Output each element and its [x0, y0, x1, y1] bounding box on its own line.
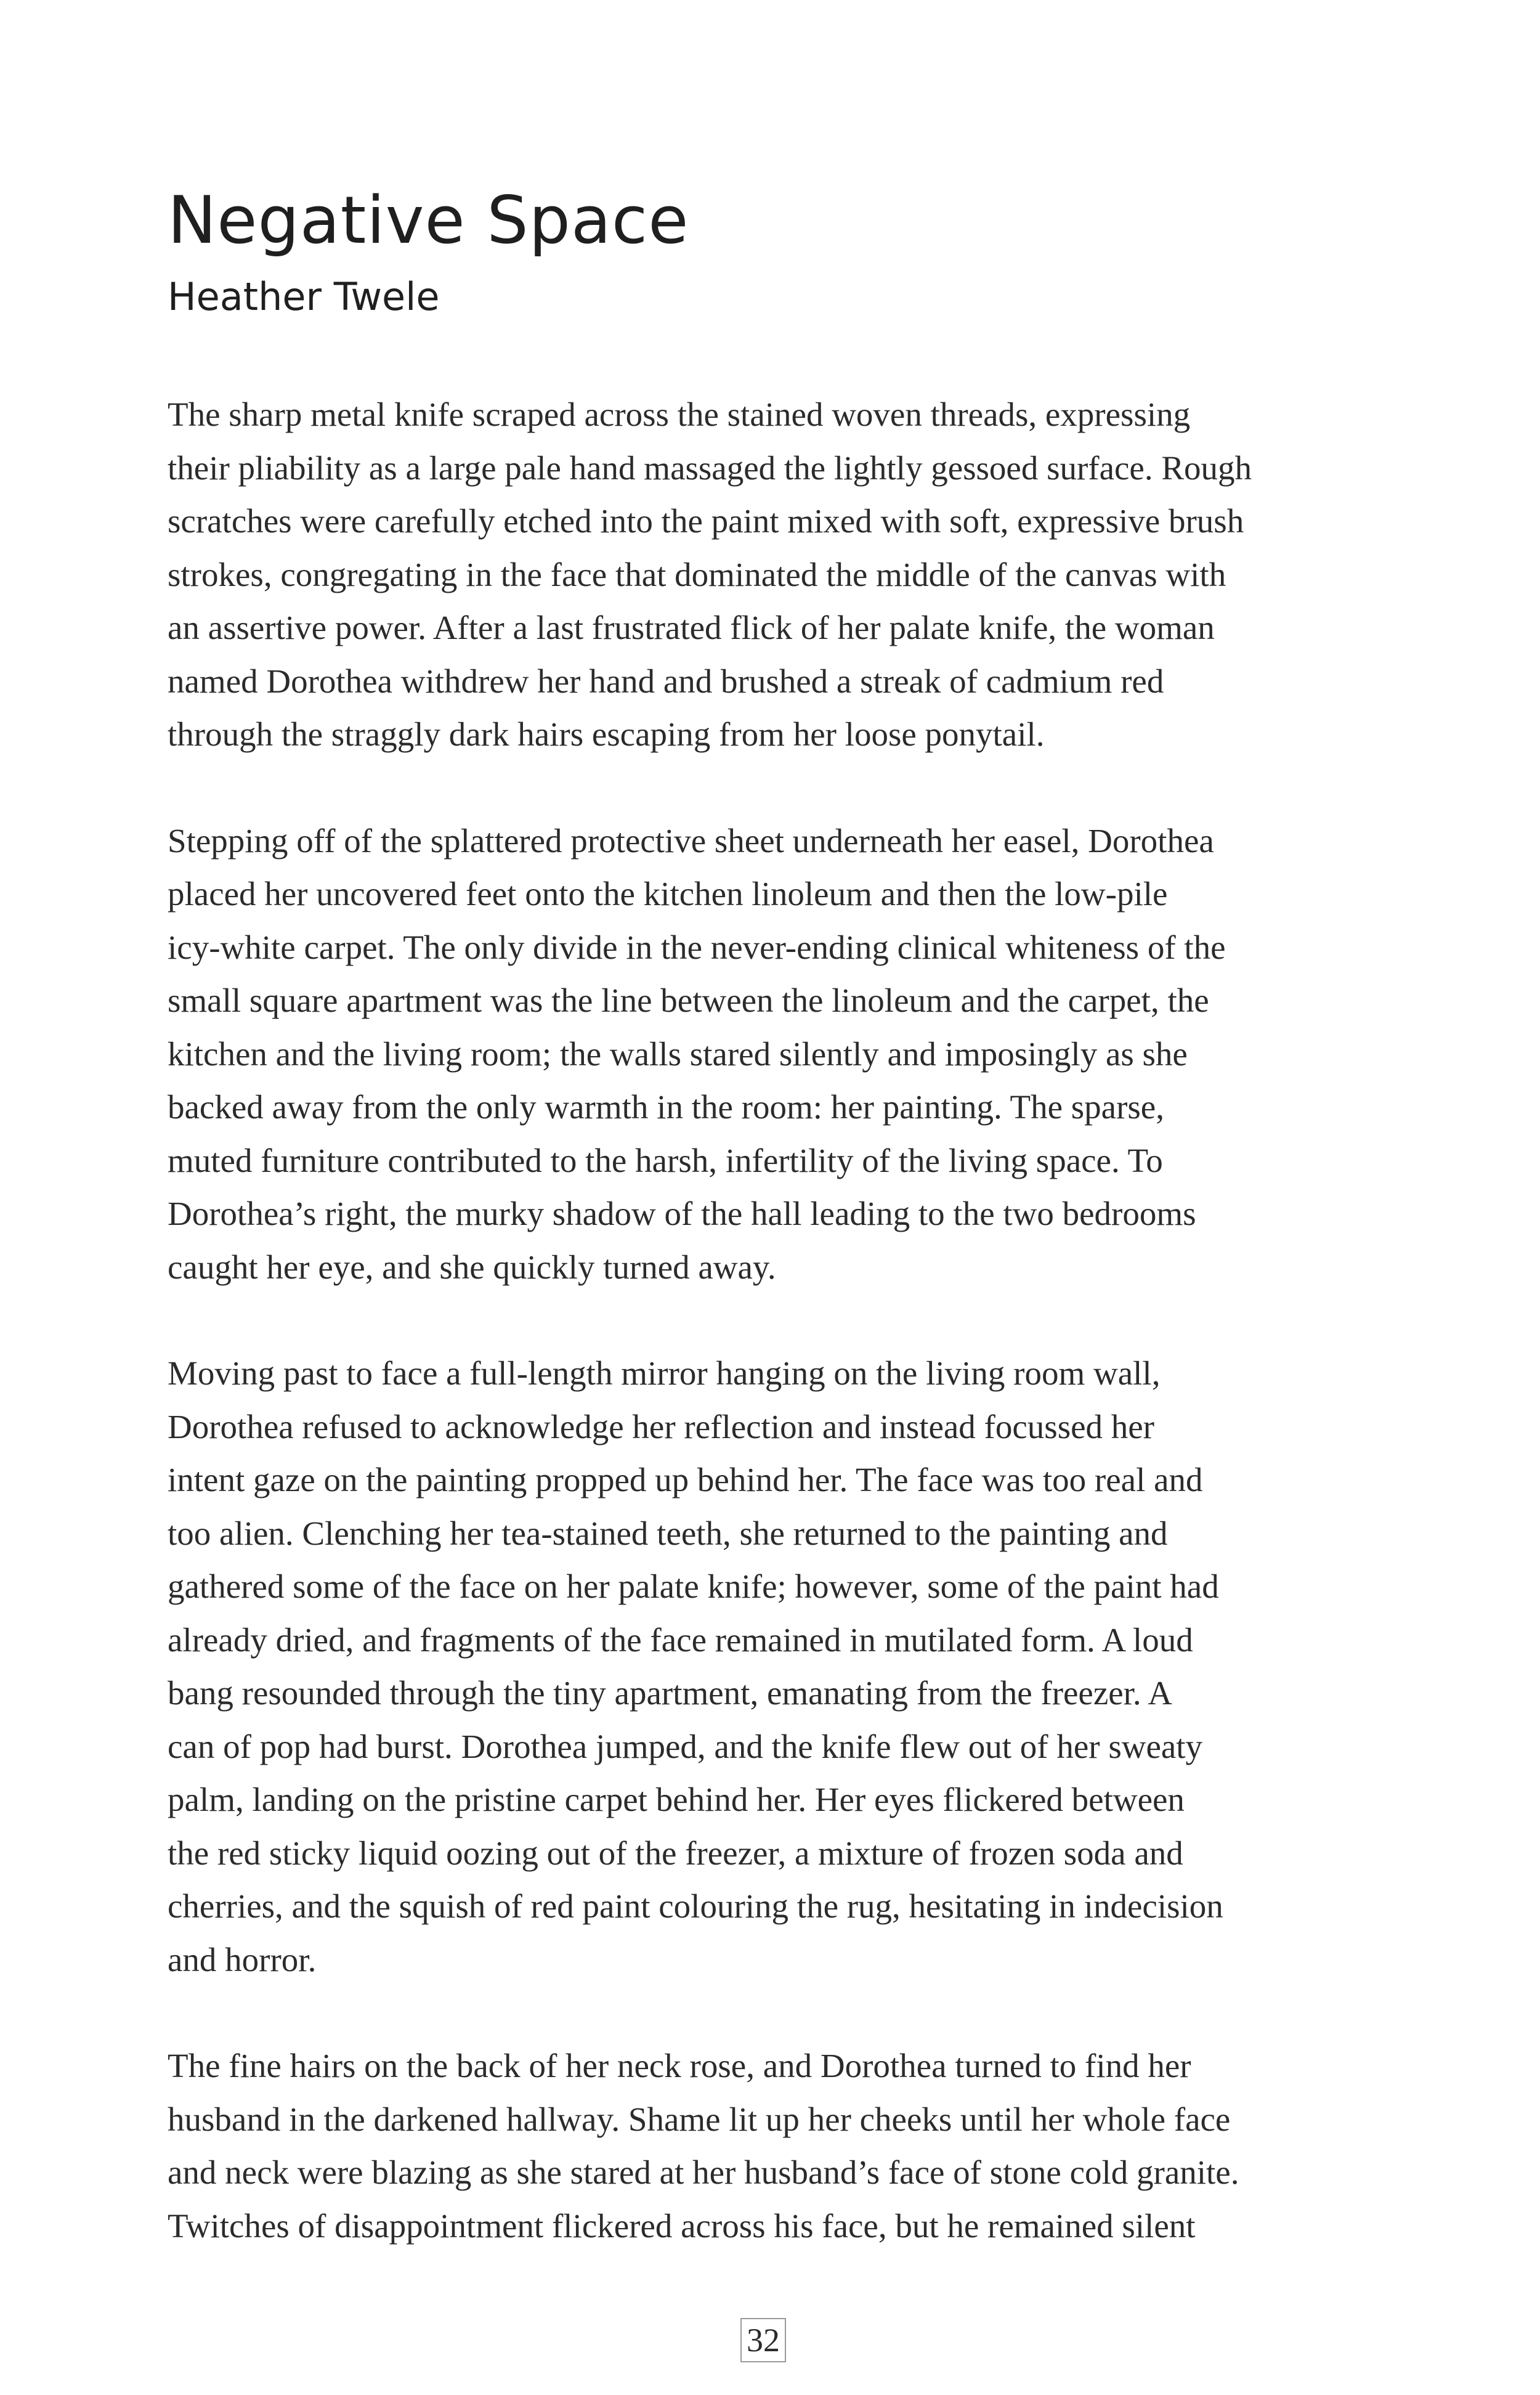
text-line: and neck were blazing as she stared at her husband’s face of stone cold granite.	[168, 2153, 1239, 2191]
text-line: can of pop had burst. Dorothea jumped, and the knife flew out of her sweaty	[168, 1727, 1203, 1765]
text-line: their pliability as a large pale hand massaged the lightly gessoed surface. Rough	[168, 449, 1252, 487]
text-line: small square apartment was the line between the linoleum and the carpet, the	[168, 982, 1209, 1019]
text-line: the red sticky liquid oozing out of the freezer, a mixture of frozen soda and	[168, 1834, 1183, 1872]
text-line: placed her uncovered feet onto the kitchen linoleum and then the low-pile	[168, 875, 1168, 913]
text-line: gathered some of the face on her palate knife; however, some of the paint had	[168, 1568, 1219, 1605]
text-line: The fine hairs on the back of her neck rose, and Dorothea turned to find her	[168, 2047, 1191, 2084]
text-line: intent gaze on the painting propped up behind her. The face was too real and	[168, 1461, 1203, 1498]
text-line: an assertive power. After a last frustrated flick of her palate knife, the woman	[168, 609, 1215, 646]
text-line: Dorothea refused to acknowledge her reflection and instead focussed her	[168, 1407, 1154, 1446]
paragraph	[168, 388, 1375, 762]
story-title: Negative Space	[168, 182, 689, 258]
paragraph	[168, 815, 1375, 1295]
text-line: husband in the darkened hallway. Shame lit up her cheeks until her whole face	[168, 2100, 1231, 2138]
text-line: scratches were carefully etched into the paint mixed with soft, expressive brush	[168, 502, 1244, 540]
text-line: bang resounded through the tiny apartment, emanating from the freezer. A	[168, 1674, 1173, 1712]
text-line: Stepping off of the splattered protective sheet underneath her easel, Dorothea	[168, 821, 1214, 860]
page-number: 32	[740, 2318, 786, 2362]
text-line: and horror.	[168, 1940, 317, 1978]
author-name: Heather Twele	[168, 274, 440, 319]
text-line: palm, landing on the pristine carpet behind her. Her eyes flickered between	[168, 1781, 1185, 1818]
text-line: already dried, and fragments of the face remained in mutilated form. A loud	[168, 1620, 1193, 1659]
story-body	[168, 388, 1375, 2306]
text-line: backed away from the only warmth in the room: her painting. The sparse,	[168, 1088, 1164, 1126]
text-line: named Dorothea withdrew her hand and brushed a streak of cadmium red	[168, 662, 1164, 700]
text-line: The sharp metal knife scraped across the stained woven threads, expressing	[168, 396, 1191, 433]
paragraph	[168, 2039, 1375, 2253]
text-line: icy-white carpet. The only divide in the never-ending clinical whiteness of the	[168, 928, 1226, 966]
paragraph	[168, 1347, 1375, 1986]
text-line: Twitches of disappointment flickered across his face, but he remained silent	[168, 2206, 1196, 2245]
text-line: too alien. Clenching her tea-stained teeth, she returned to the painting and	[168, 1514, 1168, 1552]
text-line: kitchen and the living room; the walls stared silently and imposingly as she	[168, 1035, 1188, 1073]
text-line: Moving past to face a full-length mirror hanging on the living room wall,	[168, 1354, 1161, 1392]
text-line: cherries, and the squish of red paint colouring the rug, hesitating in indecision	[168, 1887, 1223, 1925]
text-line: caught her eye, and she quickly turned away.	[168, 1248, 776, 1286]
text-line: muted furniture contributed to the harsh, infertility of the living space. To	[168, 1141, 1163, 1179]
text-line: Dorothea’s right, the murky shadow of the hall leading to the two bedrooms	[168, 1195, 1196, 1232]
text-line: through the straggly dark hairs escaping from her loose ponytail.	[168, 715, 1045, 753]
text-line: strokes, congregating in the face that dominated the middle of the canvas with	[168, 555, 1226, 593]
